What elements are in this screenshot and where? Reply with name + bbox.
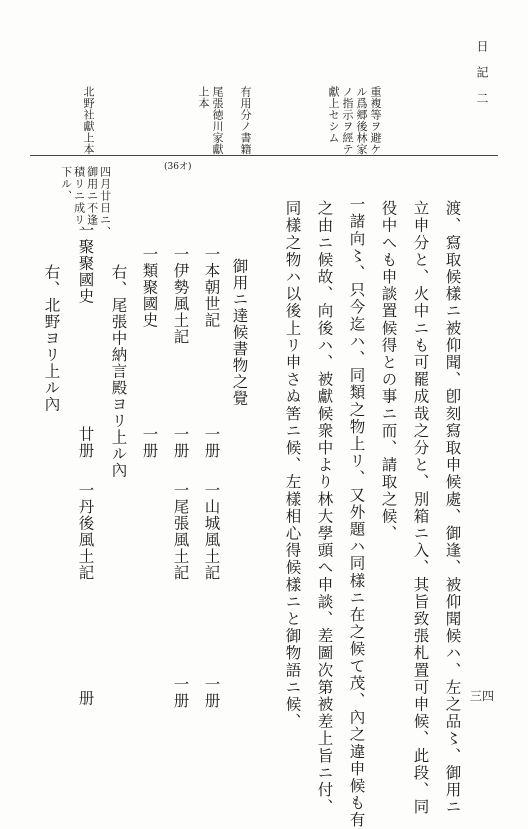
- list-item-title: 一聚聚國史: [76, 222, 95, 305]
- body-line-5: 之由ニ候故、向後ハ、被獻候衆中より林大學頭へ申談、差圖次第被差上旨ニ付、: [315, 200, 334, 816]
- margin-note-6: 尾張徳川家獻: [211, 86, 224, 155]
- margin-note-5: 有用分ノ書籍: [239, 86, 252, 155]
- margin-note-2: ル爲郷後林家: [355, 86, 368, 155]
- page-number: 三四: [470, 689, 495, 703]
- margin-note-1: 重複等ヲ避ケ: [369, 86, 382, 155]
- margin-note-8: 北野社獻上本: [82, 86, 95, 155]
- date-note-3: 積リニ成リ、: [72, 166, 86, 238]
- margin-note-4: 獻上セシム: [327, 86, 340, 144]
- list-item-qty: 一册: [202, 676, 221, 709]
- owari-qty: 廿册: [76, 426, 95, 459]
- margin-rule: [30, 155, 498, 156]
- list-title: 御用ニ達候書物之覺: [230, 258, 249, 407]
- list-item-qty: 一册: [202, 426, 221, 459]
- date-note-1: 四月廿日ニ、: [98, 166, 112, 238]
- list-item-qty: 册: [76, 690, 95, 707]
- body-line-6: 同樣之物ハ以後上リ申さぬ筈ニ候、左樣相心得候樣ニと御物語ニ候、: [283, 200, 302, 731]
- body-line-4: 一諸向〻、只今迄ハ、同類之物上リ、又外題ハ同樣ニ在之候て茂、內之違申候も有: [347, 196, 366, 829]
- list-item-title: 一丹後風土記: [76, 482, 95, 581]
- list-item-title: 一伊勢風土記: [171, 246, 190, 345]
- kitano-attribution: 右、北野ヨリ上ル內: [42, 264, 61, 413]
- date-note-4: 下ル、: [59, 166, 73, 202]
- list-item-title: 一尾張風土記: [171, 482, 190, 581]
- body-line-3: 役中へも申談置候得との事ニ而、請取之候、: [379, 200, 398, 542]
- list-item-title: 一類聚國史: [140, 246, 159, 329]
- list-item-qty: 一册: [171, 676, 190, 709]
- body-line-1: 渡、寫取候樣ニ被仰聞、卽刻寫取申候處、御逢、被仰聞候ハ、左之品〻、御用ニ: [443, 200, 462, 816]
- list-item-title: 一本朝世記: [202, 246, 221, 329]
- owari-attribution: 右、尾張中納言殿ヨリ上ル內: [109, 264, 128, 479]
- margin-note-3: ノ指示ヲ經テ: [341, 86, 354, 155]
- margin-note-7: 上本: [197, 86, 210, 109]
- list-item-title: 一山城風土記: [202, 482, 221, 581]
- list-item-qty: 一册: [140, 426, 159, 459]
- date-note-2: 御用ニ不逢: [85, 166, 99, 226]
- list-item-qty: 一册: [171, 426, 190, 459]
- folio-mark: (36オ): [164, 162, 192, 172]
- body-line-2: 立申分と、火中ニも可罷成哉之分と、別箱ニ入、其旨致張札置可申候、此段、同: [411, 200, 430, 816]
- running-title: 日記二: [475, 40, 489, 118]
